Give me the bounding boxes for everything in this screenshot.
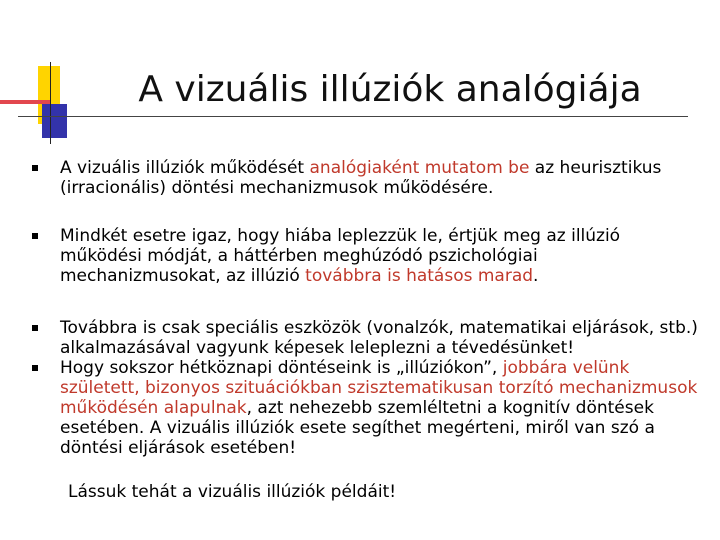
square-bullet-icon [32, 233, 38, 239]
square-bullet-icon [32, 165, 38, 171]
bullet-text [60, 158, 661, 198]
slide-title: A vizuális illúziók analógiája [138, 69, 642, 110]
square-bullet-icon [32, 325, 38, 331]
bullet-text [60, 318, 698, 358]
bullet-item-3 [30, 318, 702, 358]
text-segment: az heurisztikus (irracionális) döntési mechanizmusok működésére. [60, 158, 662, 198]
text-segment: Mindkét esetre igaz, hogy hiába leplezzük le, értjük meg az illúzió működési módját, a háttérben meghúzódó pszichológiai mechanizmusokat, az illúzió [60, 226, 621, 286]
text-segment: . [533, 266, 539, 286]
highlight-segment: továbbra is hatásos marad [305, 266, 534, 286]
highlight-segment: analógiaként mutatom be [309, 158, 530, 178]
square-bullet-icon [32, 365, 38, 371]
bullet-item-4 [30, 358, 702, 458]
bullet-item-1 [30, 158, 702, 198]
bullet-text [60, 226, 620, 286]
bullet-list [30, 158, 702, 458]
text-segment: , azt nehezebb szemléltetni a kognitív döntések esetében. A vizuális illúziók esete segíthet megérteni, miről van szó a döntési eljárások esetében! [60, 398, 655, 458]
title-underline [18, 116, 688, 117]
bullet-text [60, 358, 697, 458]
highlight-segment: jobbára velünk született, bizonyos szituációkban szisztematikusan torzító mechanizmusok működésén alapulnak [60, 358, 698, 418]
closing-line: Lássuk tehát a vizuális illúziók példáit! [68, 482, 397, 502]
text-segment: Továbbra is csak speciális eszközök (vonalzók, matematikai eljárások, stb.) alkalmazásával vagyunk képesek leleplezni a tévedésünket! [60, 318, 698, 358]
text-segment: Hogy sokszor hétköznapi döntéseink is „illúziókon”, [60, 358, 503, 378]
bullet-item-2 [30, 226, 702, 286]
text-segment: A vizuális illúziók működését [60, 158, 310, 178]
